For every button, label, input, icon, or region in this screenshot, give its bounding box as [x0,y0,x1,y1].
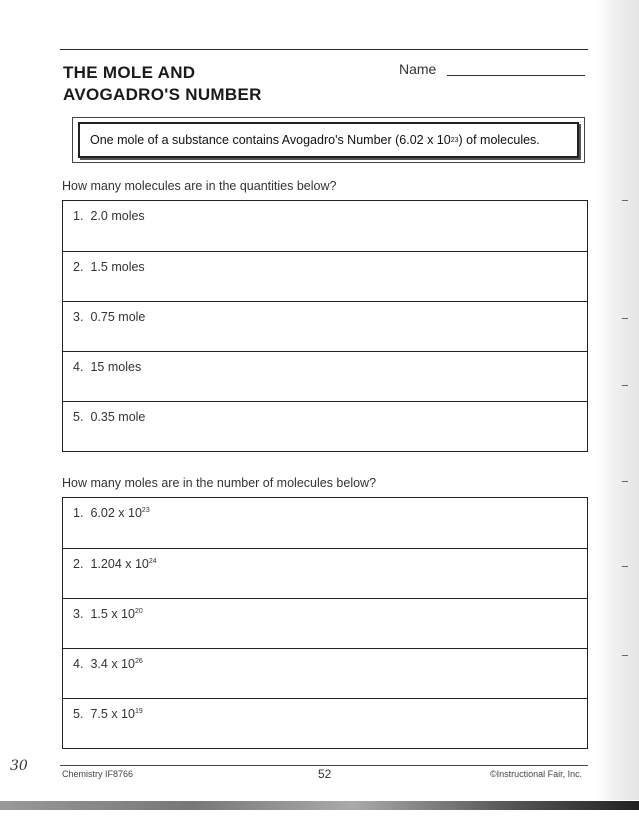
question-text: 7.5 x 10 [90,707,135,721]
scan-mark [622,385,628,386]
question-exponent: 23 [141,506,150,514]
footer-copyright: ©Instructional Fair, Inc. [490,769,583,779]
header-rule [60,49,588,50]
title-line-1: THE MOLE AND [63,63,196,82]
question-row[interactable] [63,251,587,301]
scan-bottom-edge [0,801,639,810]
question-number: 2. [73,557,84,571]
scan-edge-shadow [597,0,639,800]
name-field-line[interactable] [447,75,585,76]
question-text: 3.4 x 10 [90,657,135,671]
question-row[interactable] [63,548,587,598]
question-text: 2.0 moles [90,209,145,223]
question-number: 1. [73,506,84,520]
scan-mark [622,318,628,319]
question-exponent: 19 [134,707,143,715]
question-text: 6.02 x 10 [90,506,142,520]
question-number: 4. [73,657,84,671]
question-number: 5. [73,410,84,424]
question-text: 0.35 mole [90,410,146,424]
question-row[interactable] [63,201,587,251]
question-number: 3. [73,310,84,324]
question-row[interactable] [63,401,587,451]
question-row[interactable] [63,648,587,698]
question-text: 1.5 moles [90,260,145,274]
footer-publication: Chemistry IF8766 [62,769,134,779]
worksheet-title [63,62,262,106]
question-row[interactable] [63,351,587,401]
question-number: 3. [73,607,84,621]
scan-mark [622,566,628,567]
question-text: 1.5 x 10 [90,607,135,621]
section1-prompt: How many molecules are in the quantities below? [62,179,337,193]
definition-exponent: 23 [450,136,459,144]
question-text: 1.204 x 10 [90,557,149,571]
definition-callout [72,117,585,163]
footer-rule [60,765,588,766]
scan-mark [622,200,628,201]
page-number: 52 [318,767,332,781]
definition-before: One mole of a substance contains Avogadro's Number (6.02 x 10 [90,133,451,147]
handwritten-note: 30 [10,758,28,774]
question-text: 15 moles [90,360,142,374]
question-exponent: 20 [134,607,143,615]
question-exponent: 24 [148,557,157,565]
question-exponent: 26 [134,657,143,665]
question-row[interactable] [63,698,587,748]
question-row[interactable] [63,598,587,648]
question-row[interactable] [63,301,587,351]
question-number: 5. [73,707,84,721]
question-number: 1. [73,209,84,223]
question-row[interactable] [63,498,587,548]
name-label: Name [399,61,437,77]
scan-mark [622,481,628,482]
section2-prompt: How many moles are in the number of molecules below? [62,476,377,490]
definition-text [78,122,579,158]
question-text: 0.75 mole [90,310,146,324]
section2-question-box [62,497,588,749]
definition-after: ) of molecules. [458,133,540,147]
question-number: 2. [73,260,84,274]
question-number: 4. [73,360,84,374]
section1-question-box [62,200,588,452]
title-line-2: AVOGADRO'S NUMBER [63,85,262,104]
scan-mark [622,655,628,656]
